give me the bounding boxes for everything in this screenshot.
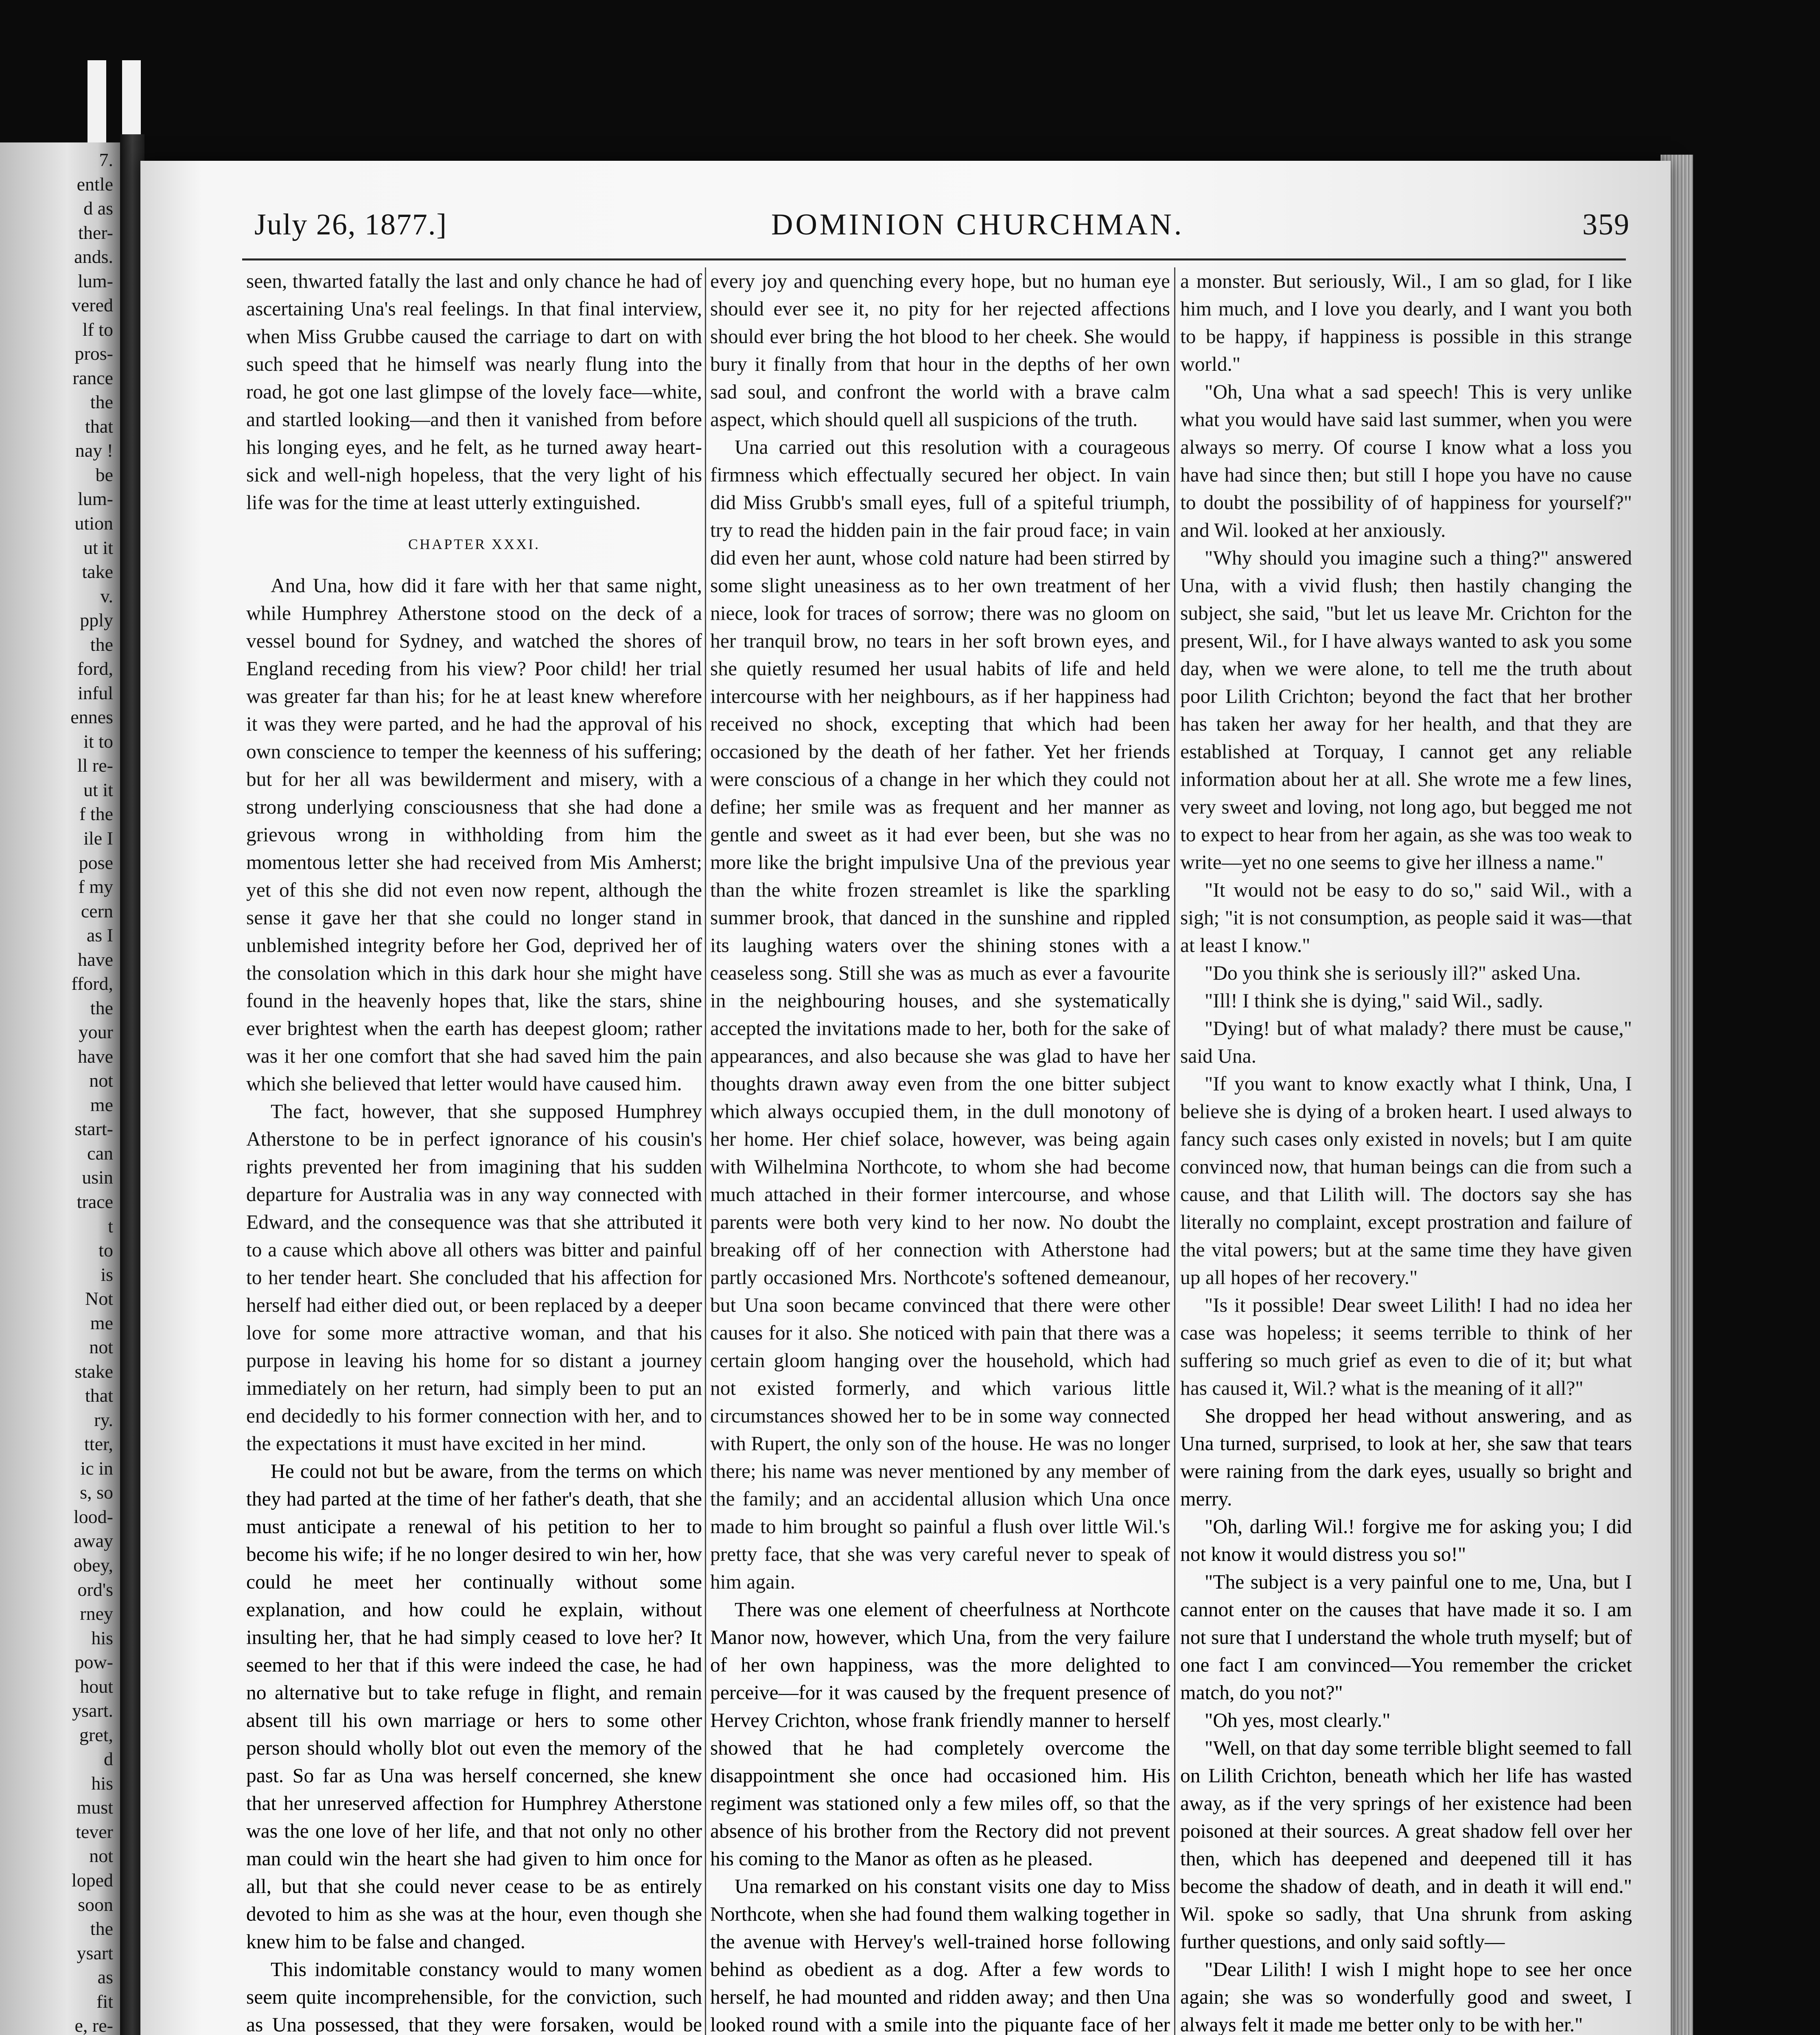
previous-page-line: ther-: [78, 222, 113, 243]
previous-page-line: ysart: [77, 1943, 113, 1963]
paragraph: "The subject is a very painful one to me, Una, but I cannot enter on the causes that have made it so. I am not sure that I understand the whole truth myself; but of one fact I am convinced—You remember the cricket match, do you not?": [1180, 1571, 1632, 1704]
paragraph: Una carried out this resolution with a courageous firmness which effectually secured her object. In vain did Miss Grubb's small eyes, full of a spiteful triumph, try to read the hidden pain in the fair proud face; in vain did even her aunt, whose cold nature had been stirred by some slight uneasiness as to her own treatment of her niece, look for traces of sorrow; there was no gloom on her tranquil brow, no tears in her soft brown eyes, and she quietly resumed her usual habits of life and held intercourse with her neighbours, as if her happiness had received no shock, excepting that which had been occasioned by the death of her father. Yet her friends were conscious of a change in her which they could not define; her smile was as frequent and her manner as gentle and sweet as it had ever been, but she was no more like the bright impulsive Una of the previous year than the white frozen streamlet is like the sparkling summer brook, that danced in the sunshine and rippled its laughing waters over the shining stones with a ceaseless song. Still she was as much as ever a favourite in the neighbouring houses, and she systematically accepted the invitations made to her, both for the sake of appearances, and also because she was glad to have her thoughts drawn away even from the one bitter subject which always occupied them, in the dull monotony of her home. Her chief solace, however, was being again with Wilhelmina Northcote, to whom she had become much attached in their former intercourse, and whose parents were both very kind to her now. No doubt the breaking off of her connection with Atherstone had partly occasioned Mrs. Northcote's softened demeanour, but Una soon became convinced that there were other causes for it also. She noticed with pain that there was a certain gloom hanging over the household, which had not existed formerly, and which various little circumstances showed her to be in some way connected with Rupert, the only son of the house. He was no longer there; his name was never mentioned by any member of the family; and an accidental allusion which Una once made to him brought so painful a flush over little Wil.'s pretty face, that she was very careful never to speak of him again.: [710, 436, 1170, 1593]
previous-page-line: the: [90, 392, 113, 412]
previous-page-line: 7.: [99, 149, 113, 170]
paragraph: "Do you think she is seriously ill?" asked Una.: [1205, 962, 1581, 984]
previous-page-line: pose: [79, 852, 113, 873]
previous-page-line: must: [77, 1797, 113, 1818]
column-rule: [705, 267, 706, 2035]
previous-page-line: not: [89, 1070, 113, 1091]
paragraph: "Dying! but of what malady? there must be cause," said Una.: [1180, 1017, 1632, 1067]
previous-page-line: entle: [77, 174, 113, 195]
previous-page-line: be: [95, 464, 113, 485]
previous-page-line: ll re-: [77, 755, 113, 776]
previous-page-line: the: [90, 998, 113, 1018]
previous-page-line: to: [98, 1240, 113, 1260]
paragraph: a monster. But seriously, Wil., I am so glad, for I like him much, and I love you dearly, and I want you both to be happy, if happiness is possible in this strange world.": [1180, 270, 1632, 375]
previous-page-line: trace: [77, 1191, 113, 1212]
previous-page-line: lood-: [73, 1506, 113, 1527]
previous-page-line: rance: [72, 368, 113, 388]
chapter-heading: CHAPTER XXXI.: [408, 536, 540, 552]
previous-page-line: cern: [81, 901, 113, 921]
column-2: [710, 267, 1170, 2035]
previous-page-line: ution: [74, 513, 113, 534]
previous-page-line: nay !: [75, 440, 113, 461]
paragraph: every joy and quenching every hope, but no human eye should ever see it, no pity for her rejected affections should ever bring the hot blood to her cheek. She would bury it finally from that hour in the depths of her own sad soul, and confront the world with a brave calm aspect, which should quell all suspicions of the truth.: [710, 270, 1170, 431]
paragraph: "Ill! I think she is dying," said Wil., sadly.: [1205, 989, 1543, 1012]
previous-page-line: s, so: [80, 1482, 113, 1503]
previous-page-line: have: [78, 1046, 113, 1067]
paragraph: "Oh, Una what a sad speech! This is very unlike what you would have said last summer, when you were always so merry. Of course I know what a loss you have had since then; but still I hope you have no cause to doubt the possibility of of happiness for yourself?" and Wil. looked at her anxiously.: [1180, 381, 1632, 541]
previous-page-line: ennes: [70, 707, 113, 727]
previous-page-line: is: [101, 1264, 113, 1285]
previous-page-line: soon: [78, 1894, 113, 1915]
paragraph: The fact, however, that she supposed Humphrey Atherstone to be in perfect ignorance of his cousin's rights prevented her from imagining that his sudden departure for Australia was in any way connected with Edward, and the consequence was that she attributed it to a cause which above all others was bitter and painful to her tender heart. She concluded that his affection for herself had either died out, or been replaced by a deeper love for some more attractive woman, and that his purpose in leaving his home for so distant a journey immediately on her return, had simply been to put an end decidedly to his former connection with her, and to the expectations it must have excited in her mind.: [246, 1100, 702, 1455]
previous-page-line: the: [90, 1918, 113, 1939]
previous-page-line: gret,: [79, 1724, 113, 1745]
previous-page-line: his: [91, 1773, 113, 1794]
previous-page-line: his: [91, 1628, 113, 1648]
previous-page-line: ord's: [77, 1579, 113, 1600]
previous-page-line: as I: [86, 925, 113, 945]
paragraph: "If you want to know exactly what I think, Una, I believe she is dying of a broken heart. I used always to fancy such cases only existed in novels; but I am quite convinced now, that human beings can die from such a cause, and that Lilith will. The doctors say she has literally no complaint, except prostration and failure of the vital powers; but at the same time they have given up all hopes of her recovery.": [1180, 1072, 1632, 1289]
previous-page-line: fit: [96, 1991, 113, 2012]
previous-page-line: ic in: [80, 1458, 113, 1479]
previous-page-line: have: [78, 949, 113, 970]
previous-page-line: can: [87, 1143, 113, 1164]
previous-page-line: away: [73, 1530, 113, 1551]
previous-page-line: the: [90, 634, 113, 655]
previous-page-line: it to: [83, 731, 113, 752]
previous-page-line: pply: [80, 610, 113, 630]
paragraph: And Una, how did it fare with her that same night, while Humphrey Atherstone stood on the deck of a vessel bound for Sydney, and watched the shores of England receding from his view? Poor child! her trial was greater far than his; for he at least knew wherefore it was they were parted, and he had the approval of his own conscience to temper the keenness of his suffering; but for her all was bewilderment and misery, with a strong underlying consciousness that she had done a grievous wrong in withholding from him the momentous letter she had received from Mis Amherst; yet of this she did not even now repent, although the sense it gave her that she could no longer stand in unblemished integrity before her God, deprived her of the consolation which in this dark hour she might have found in the heavenly hopes that, like the stars, shine ever brightest when the earth has deepest gloom; rather was it her one comfort that she had saved him the pain which she believed that letter would have caused him.: [246, 574, 702, 1095]
previous-page-line: fford,: [71, 973, 113, 994]
paragraph: "Dear Lilith! I wish I might hope to see her once again; she was so wonderfully good and sweet, I always felt it made me better only to be with her.": [1180, 1958, 1632, 2035]
previous-page-line: ut it: [83, 537, 113, 558]
paragraph: "Well, on that day some terrible blight seemed to fall on Lilith Crichton, beneath which her life has wasted away, as if the very springs of her existence had been poisoned at their sources. A great shadow fell over her then, which has deepened and deepened till it has become the shadow of death, and in death it will end." Wil. spoke so sadly, that Una shrunk from asking further questions, and only said softly—: [1180, 1737, 1632, 1953]
previous-page-line: ry.: [94, 1409, 113, 1430]
previous-page-line: v.: [100, 586, 113, 606]
paragraph: This indomitable constancy would to many women seem quite incomprehensible, for the conviction, such as Una possessed, that they were forsaken, would be: [246, 1958, 702, 2035]
column-rule: [1174, 267, 1175, 2035]
previous-page-line: tever: [76, 1821, 113, 1842]
page-number: 359: [1582, 208, 1630, 241]
previous-page-line: take: [82, 561, 113, 582]
paragraph: Una remarked on his constant visits one day to Miss Northcote, when she had found them walking together in the avenue with Hervey's well-trained horse following behind as obedient as a dog. After a few words to herself, he had mounted and ridden away; and then Una looked round with a smile into the piquante face of her: [710, 1875, 1170, 2035]
paragraph: "Why should you imagine such a thing?" answered Una, with a vivid flush; then hastily changing the subject, she said, "but let us leave Mr. Crichton for the present, Wil., for I have always wanted to ask you some day, when we were alone, to tell me the truth about poor Lilith Crichton; beyond the fact that her brother has taken her away for her health, and that they are established at Torquay, I cannot get any reliable information about her at all. She wrote me a few lines, very sweet and loving, not long ago, but begged me not to expect to hear from her again, as she was too weak to write—yet no one seems to give her illness a name.": [1180, 547, 1632, 873]
column-3: [1180, 267, 1632, 2035]
paragraph: There was one element of cheerfulness at Northcote Manor now, however, which Una, from the very failure of her own happiness, was the more delighted to perceive—for it was caused by the frequent presence of Hervey Crichton, whose frank friendly manner to herself showed that he had completely overcome the disappointment she once had occasioned him. His regiment was stationed only a few miles off, so that the absence of his brother from the Rectory did not prevent his coming to the Manor as often as he pleased.: [710, 1598, 1170, 1870]
paragraph: "Oh, darling Wil.! forgive me for asking you; I did not know it would distress you so!": [1180, 1515, 1632, 1565]
previous-page-line: lum-: [78, 271, 113, 291]
previous-page-line: stake: [74, 1361, 113, 1382]
paragraph: She dropped her head without answering, and as Una turned, surprised, to look at her, she saw that tears were raining from the dark eyes, usually so bright and merry.: [1180, 1405, 1632, 1510]
previous-page-line: vered: [71, 295, 113, 315]
issue-date: July 26, 1877.]: [254, 208, 447, 241]
previous-page-line: that: [85, 416, 113, 437]
previous-page-line: usin: [82, 1167, 113, 1188]
previous-page-line: not: [89, 1337, 113, 1357]
previous-page-line: obey,: [73, 1555, 113, 1575]
previous-page-line: not: [89, 1845, 113, 1866]
previous-page-line: me: [90, 1094, 113, 1115]
previous-page-line: tter,: [84, 1433, 113, 1454]
header-rule: [242, 258, 1626, 260]
previous-page-line: ile I: [83, 828, 113, 849]
paragraph: "It would not be easy to do so," said Wil., with a sigh; "it is not consumption, as people said it was—that at least I know.": [1180, 879, 1632, 956]
previous-page-edge: [0, 142, 122, 2035]
previous-page-line: your: [79, 1022, 113, 1042]
previous-page-line: inful: [78, 683, 113, 703]
previous-page-line: f my: [78, 876, 113, 897]
previous-page-line: d as: [83, 198, 113, 219]
previous-page-line: that: [85, 1385, 113, 1406]
column-1: [246, 267, 702, 2035]
previous-page-line: d: [104, 1748, 113, 1769]
previous-page-line: ford,: [77, 658, 113, 679]
previous-page-line: ut it: [83, 779, 113, 800]
newspaper-page: [140, 161, 1671, 2035]
previous-page-line: lf to: [82, 319, 113, 340]
paragraph: He could not but be aware, from the terms on which they had parted at the time of her father's death, that she must anticipate a renewal of his petition to her to become his wife; if he no longer desired to win her, how could he meet her continually without some explanation, and how could he explain, without insulting her, that he had simply ceased to love her? It seemed to her that if this were indeed the case, he had no alternative but to take refuge in flight, and remain absent till his own marriage or hers to some other person should wholly blot out even the memory of the past. So far as Una was herself concerned, she knew that her unreserved affection for Humphrey Atherstone was the one love of her life, and that not only no other man could win the heart she had given to him once for all, but that she could never cease to be as entirely devoted to him as she was at the hour, even though she knew him to be false and changed.: [246, 1460, 702, 1953]
previous-page-line: start-: [74, 1118, 113, 1139]
previous-page-line: ysart.: [72, 1700, 113, 1721]
previous-page-line: as: [97, 1967, 113, 1987]
previous-page-line: e, re-: [74, 2015, 113, 2035]
previous-page-line: pros-: [74, 343, 113, 364]
previous-page-line: t: [108, 1216, 113, 1236]
page-header: [254, 208, 1630, 252]
previous-page-line: pow-: [74, 1652, 113, 1672]
previous-page-line: hout: [80, 1676, 113, 1697]
previous-page-line: f the: [79, 803, 113, 824]
previous-page-line: ands.: [74, 246, 113, 267]
previous-page-line: rney: [80, 1603, 113, 1624]
paragraph: seen, thwarted fatally the last and only chance he had of ascertaining Una's real feelings. In that final interview, when Miss Grubbe caused the carriage to dart on with such speed that he himself was nearly flung into the road, he got one last glimpse of the lovely face—white, and startled looking—and then it vanished from before his longing eyes, and he felt, as he turned away heart-sick and well-nigh hopeless, that the very light of his life was for the time at least utterly extinguished.: [246, 270, 702, 514]
previous-page-line: me: [90, 1313, 113, 1333]
publication-title: DOMINION CHURCHMAN.: [771, 208, 1184, 241]
paragraph: "Is it possible! Dear sweet Lilith! I had no idea her case was hopeless; it seems terrible to think of her suffering so much grief as even to die of it; but what has caused it, Wil.? what is the meaning of it all?": [1180, 1294, 1632, 1399]
previous-page-line: loped: [71, 1870, 113, 1891]
paragraph: "Oh yes, most clearly.": [1205, 1709, 1391, 1731]
previous-page-line: lum-: [78, 488, 113, 509]
previous-page-line: Not: [85, 1288, 113, 1309]
